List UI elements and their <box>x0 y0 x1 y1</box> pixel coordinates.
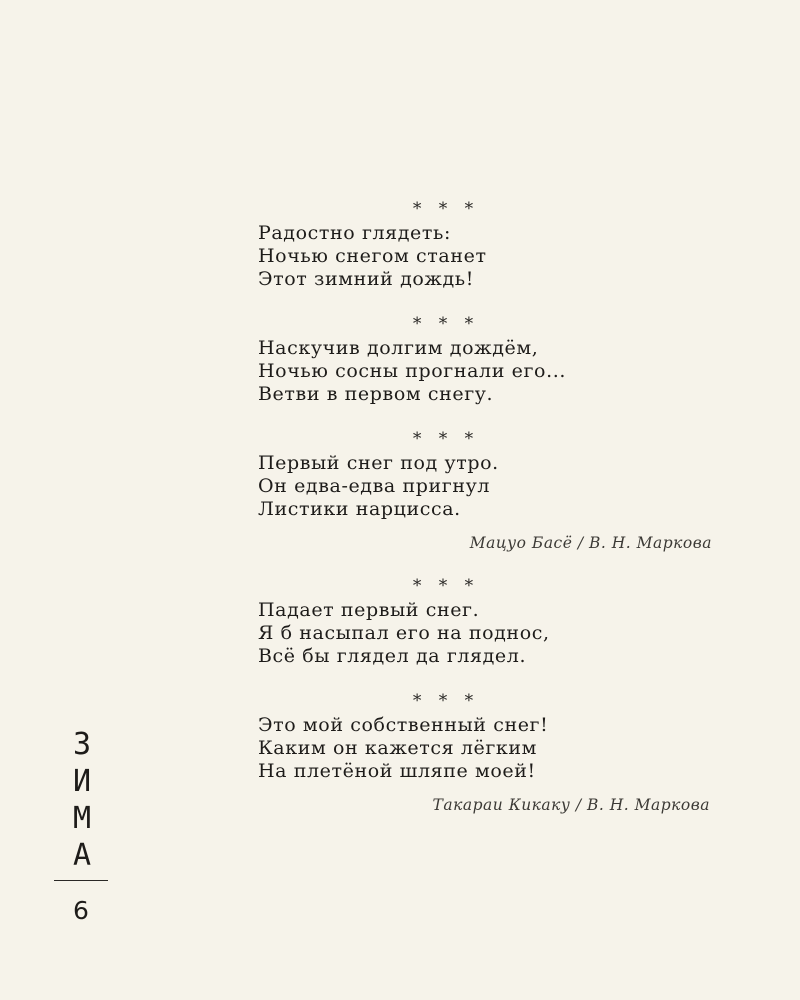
haiku-2 <box>258 311 718 406</box>
poem-line: Первый снег под утро. <box>258 452 499 474</box>
haiku-1 <box>258 196 718 291</box>
poem-line: Наскучив долгим дождём, <box>258 337 539 359</box>
poem-line: Каким он кажется лёгким <box>258 737 538 759</box>
poem-line: Этот зимний дождь! <box>258 268 474 290</box>
asterism-separator: * * * <box>412 429 480 449</box>
author-attribution: Мацуо Басё / В. Н. Маркова <box>469 534 712 552</box>
asterism-separator: * * * <box>412 691 480 711</box>
section-title-letter: И <box>72 764 92 799</box>
section-title-letter: А <box>72 838 92 873</box>
haiku-4 <box>258 573 718 668</box>
asterism-separator: * * * <box>412 576 480 596</box>
poem-line: Радостно глядеть: <box>258 222 451 244</box>
section-title-letter: М <box>72 801 92 836</box>
asterism-separator: * * * <box>412 199 480 219</box>
asterism-separator: * * * <box>412 314 480 334</box>
poem-line: Падает первый снег. <box>258 599 480 621</box>
poem-line: Ночью сосны прогнали его... <box>258 360 566 382</box>
section-title-vertical <box>54 726 110 874</box>
haiku-5 <box>258 688 718 815</box>
author-attribution: Такараи Кикаку / В. Н. Маркова <box>432 796 710 814</box>
divider-rule <box>54 880 108 881</box>
poem-column <box>258 196 718 835</box>
poem-line: На плетёной шляпе моей! <box>258 760 536 782</box>
poem-line: Я б насыпал его на поднос, <box>258 622 550 644</box>
poem-line: Он едва-едва пригнул <box>258 475 491 497</box>
page-number: 6 <box>73 896 89 925</box>
poem-line: Всё бы глядел да глядел. <box>258 645 527 667</box>
section-title-letter: З <box>72 727 92 762</box>
poem-line: Листики нарцисса. <box>258 498 461 520</box>
poem-line: Ветви в первом снегу. <box>258 383 494 405</box>
haiku-3 <box>258 426 718 553</box>
poem-line: Ночью снегом станет <box>258 245 487 267</box>
poem-line: Это мой собственный снег! <box>258 714 549 736</box>
